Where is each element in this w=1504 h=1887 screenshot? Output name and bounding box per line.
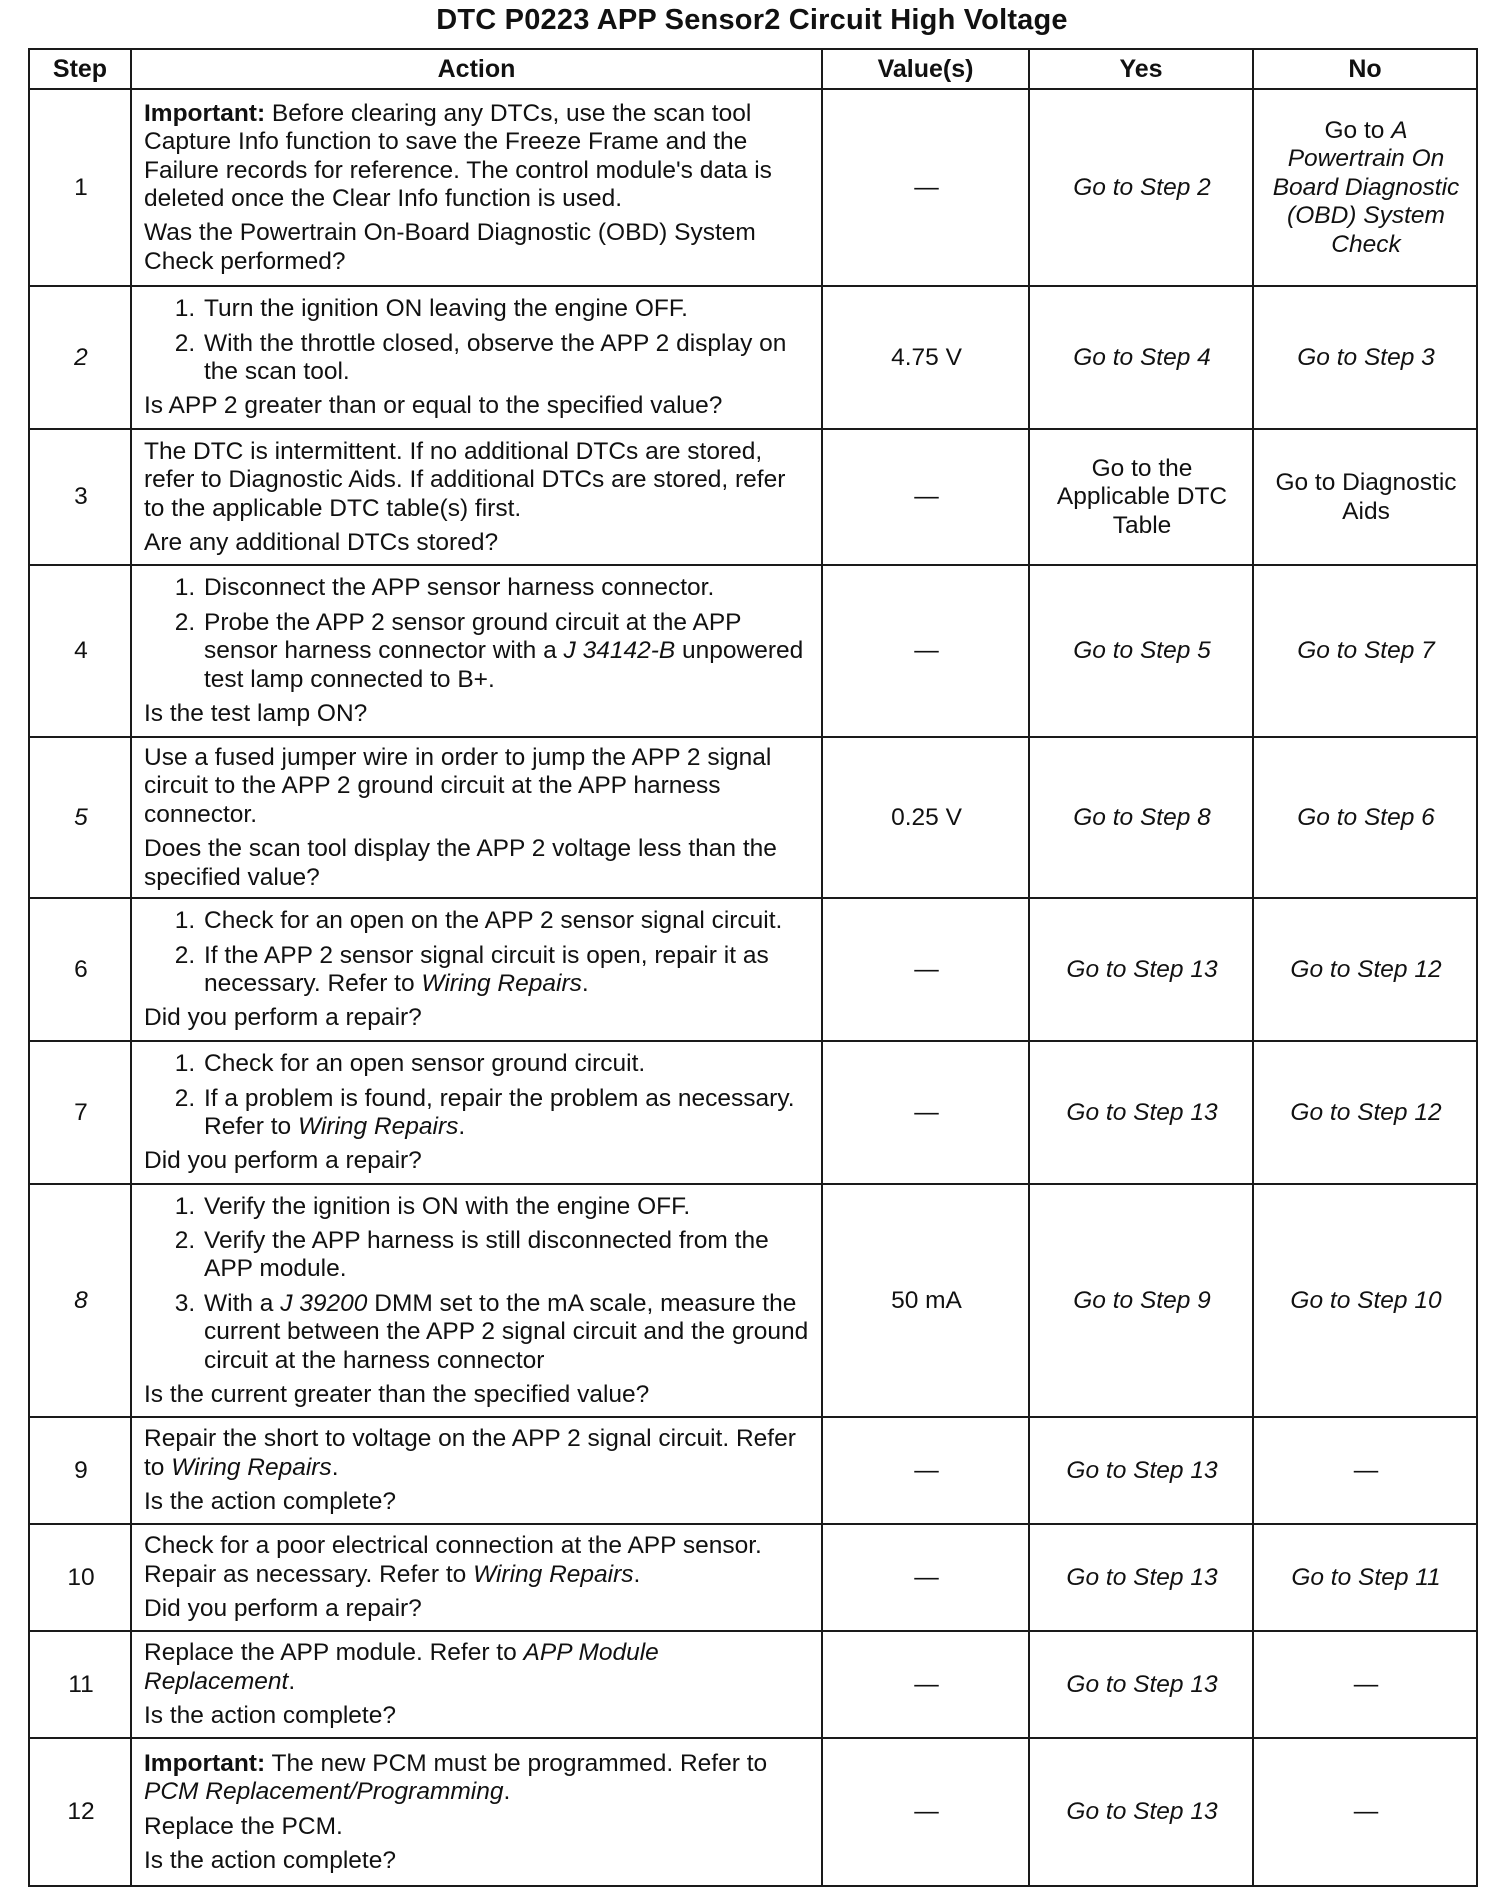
action-step-text: DMM set to the mA scale, measure the current between the APP 2 signal circuit and the ground circuit at the harness connector	[204, 1289, 809, 1374]
yes-link[interactable]: Go to Step 9	[1073, 1286, 1211, 1314]
action-step: 1. Turn the ignition ON leaving the engine OFF.	[202, 295, 811, 323]
action-step: 2. With the throttle closed, observe the APP 2 display on the scan tool.	[202, 330, 811, 387]
no-cell[interactable]	[1253, 286, 1477, 429]
table-row	[29, 89, 1477, 286]
tool-reference: J 39200	[280, 1289, 368, 1317]
reference-link[interactable]: Wiring Repairs	[473, 1560, 634, 1588]
value-cell: —	[822, 1041, 1029, 1184]
action-text	[144, 1425, 811, 1482]
page-title: DTC P0223 APP Sensor2 Circuit High Voltage	[436, 4, 1068, 36]
diagnostic-table	[28, 48, 1478, 1887]
table-row	[29, 1041, 1477, 1184]
reference-link[interactable]: Wiring Repairs	[297, 1113, 459, 1141]
action-steps	[144, 574, 811, 694]
action-step: 1. Check for an open sensor ground circuit.	[202, 1050, 811, 1078]
action-cell	[131, 565, 822, 737]
action-step: 1. Verify the ignition is ON with the engine OFF.	[202, 1193, 811, 1221]
step-number: 10	[29, 1524, 131, 1631]
action-step	[202, 942, 811, 999]
yes-cell[interactable]	[1029, 1738, 1253, 1886]
action-step-text: With a	[204, 1289, 281, 1317]
no-cell[interactable]	[1253, 565, 1477, 737]
no-cell: —	[1253, 1738, 1477, 1886]
action-step-text: Probe the APP 2 sensor ground circuit at the APP sensor harness connector with a	[204, 608, 742, 665]
action-step	[202, 1290, 811, 1375]
value-cell: —	[822, 1631, 1029, 1738]
step-number: 5	[29, 737, 131, 898]
reference-link[interactable]: APP Module Replacement	[144, 1639, 659, 1695]
value-cell: —	[822, 429, 1029, 565]
action-step-text: If a problem is found, repair the problem as necessary. Refer to	[204, 1084, 795, 1141]
action-steps	[144, 907, 811, 998]
table-row	[29, 1524, 1477, 1631]
value-cell: 4.75 V	[822, 286, 1029, 429]
action-cell	[131, 1738, 822, 1886]
no-link[interactable]: Go to Step 11	[1291, 1563, 1441, 1591]
action-question: Is the action complete?	[144, 1846, 396, 1874]
reference-link[interactable]: Wiring Repairs	[171, 1453, 332, 1481]
yes-cell[interactable]	[1029, 898, 1253, 1041]
yes-link[interactable]: Go to Step 8	[1073, 803, 1211, 831]
action-text	[144, 1532, 811, 1589]
action-question: Is the test lamp ON?	[144, 700, 368, 728]
column-header-step: Step	[29, 49, 131, 89]
important-text: The new PCM must be programmed. Refer to	[265, 1749, 768, 1777]
table-row	[29, 1184, 1477, 1417]
yes-link[interactable]: Go to the Applicable DTC Table	[1056, 454, 1228, 539]
header-row	[29, 49, 1477, 89]
table-row	[29, 429, 1477, 565]
action-question: Is APP 2 greater than or equal to the specified value?	[144, 392, 723, 420]
action-question: Did you perform a repair?	[144, 1595, 422, 1623]
step-number: 2	[29, 286, 131, 429]
value-cell: —	[822, 1417, 1029, 1524]
yes-link[interactable]: Go to Step 2	[1073, 173, 1211, 201]
no-link[interactable]: Go to Step 10	[1290, 1286, 1442, 1314]
value-cell: —	[822, 1738, 1029, 1886]
action-cell	[131, 1041, 822, 1184]
yes-link[interactable]: Go to Step 5	[1073, 637, 1211, 665]
value-cell: —	[822, 1524, 1029, 1631]
important-text: .	[503, 1778, 511, 1806]
action-text-part: Repair the short to voltage on the APP 2 signal circuit. Refer to	[144, 1425, 796, 1481]
no-cell[interactable]	[1253, 429, 1477, 565]
no-link[interactable]: Go to Step 12	[1290, 1098, 1442, 1126]
yes-cell[interactable]	[1029, 1631, 1253, 1738]
action-text: Replace the PCM.	[144, 1812, 343, 1840]
yes-cell[interactable]	[1029, 1041, 1253, 1184]
no-prefix: Go to	[1324, 116, 1392, 144]
action-question: Did you perform a repair?	[144, 1004, 422, 1032]
no-link[interactable]: Go to Step 12	[1290, 955, 1442, 983]
yes-cell[interactable]	[1029, 1184, 1253, 1417]
no-link[interactable]: Go to Step 7	[1297, 637, 1435, 665]
action-cell	[131, 1631, 822, 1738]
yes-link[interactable]: Go to Step 13	[1066, 1456, 1218, 1484]
action-cell	[131, 89, 822, 286]
yes-cell[interactable]	[1029, 737, 1253, 898]
tool-reference: J 34142-B	[563, 637, 676, 665]
action-question: Did you perform a repair?	[144, 1147, 422, 1175]
table-row	[29, 898, 1477, 1041]
action-text	[144, 1639, 811, 1696]
action-step: 1. Disconnect the APP sensor harness connector.	[202, 574, 811, 602]
yes-link[interactable]: Go to Step 13	[1066, 1670, 1218, 1698]
action-step: 1. Check for an open on the APP 2 sensor signal circuit.	[202, 907, 811, 935]
step-number: 12	[29, 1738, 131, 1886]
table-row	[29, 286, 1477, 429]
column-header-action: Action	[131, 49, 822, 89]
action-question: Is the current greater than the specified value?	[144, 1381, 650, 1409]
action-step	[202, 1085, 811, 1142]
table-row	[29, 565, 1477, 737]
yes-link[interactable]: Go to Step 13	[1066, 1563, 1218, 1591]
action-step	[202, 609, 811, 694]
action-cell	[131, 898, 822, 1041]
action-text-part: .	[331, 1453, 339, 1481]
yes-cell[interactable]	[1029, 429, 1253, 565]
value-cell: —	[822, 898, 1029, 1041]
yes-cell[interactable]	[1029, 286, 1253, 429]
table-row	[29, 1631, 1477, 1738]
no-cell[interactable]	[1253, 1524, 1477, 1631]
action-question: Is the action complete?	[144, 1488, 396, 1516]
yes-link[interactable]: Go to Step 13	[1066, 1098, 1218, 1126]
action-steps	[144, 1050, 811, 1141]
yes-cell[interactable]	[1029, 1417, 1253, 1524]
step-number: 8	[29, 1184, 131, 1417]
no-link[interactable]: Go to Diagnostic Aids	[1275, 469, 1457, 525]
action-cell	[131, 1184, 822, 1417]
reference-link[interactable]: Wiring Repairs	[421, 970, 582, 998]
step-number: 3	[29, 429, 131, 565]
step-number: 7	[29, 1041, 131, 1184]
action-text-part: .	[633, 1560, 641, 1588]
action-step-text: unpowered test lamp connected to B+.	[204, 637, 804, 693]
table-row	[29, 1738, 1477, 1886]
action-question: Was the Powertrain On-Board Diagnostic (OBD) System Check performed?	[144, 219, 756, 275]
step-number: 9	[29, 1417, 131, 1524]
no-cell: —	[1253, 1417, 1477, 1524]
step-number: 1	[29, 89, 131, 286]
no-link[interactable]: Go to Step 3	[1297, 343, 1435, 371]
no-link[interactable]: A Powertrain On Board Diagnostic (OBD) System Check	[1272, 116, 1460, 258]
no-link[interactable]: Go to Step 6	[1297, 803, 1435, 831]
action-text-part: Check for a poor electrical connection at the APP sensor. Repair as necessary. Refer to	[144, 1532, 762, 1588]
column-header-yes: Yes	[1029, 49, 1253, 89]
value-cell: 50 mA	[822, 1184, 1029, 1417]
action-steps	[144, 1193, 811, 1375]
yes-link[interactable]: Go to Step 13	[1066, 1798, 1218, 1826]
action-step-text: If the APP 2 sensor signal circuit is open, repair it as necessary. Refer to	[204, 941, 769, 998]
yes-link[interactable]: Go to Step 13	[1066, 955, 1218, 983]
no-cell[interactable]	[1253, 1184, 1477, 1417]
important-note	[144, 1750, 811, 1807]
action-cell	[131, 1524, 822, 1631]
action-question: Does the scan tool display the APP 2 voltage less than the specified value?	[144, 835, 777, 891]
no-cell[interactable]	[1253, 89, 1477, 286]
yes-cell[interactable]	[1029, 89, 1253, 286]
action-question: Is the action complete?	[144, 1702, 396, 1730]
action-text-part: Replace the APP module. Refer to	[144, 1639, 524, 1667]
value-cell: —	[822, 89, 1029, 286]
step-number: 4	[29, 565, 131, 737]
column-header-no: No	[1253, 49, 1477, 89]
yes-cell[interactable]	[1029, 565, 1253, 737]
important-label: Important:	[144, 1749, 266, 1777]
value-cell: 0.25 V	[822, 737, 1029, 898]
no-cell[interactable]	[1253, 737, 1477, 898]
action-steps	[144, 295, 811, 386]
no-cell[interactable]	[1253, 898, 1477, 1041]
action-text: Use a fused jumper wire in order to jump the APP 2 signal circuit to the APP 2 ground circuit at the APP harness connector.	[144, 744, 772, 828]
action-cell	[131, 737, 822, 898]
important-label: Important:	[144, 99, 266, 127]
action-cell	[131, 429, 822, 565]
action-question: Are any additional DTCs stored?	[144, 528, 499, 556]
action-step-text: .	[458, 1113, 466, 1141]
table-row	[29, 737, 1477, 898]
no-cell[interactable]	[1253, 1041, 1477, 1184]
step-number: 11	[29, 1631, 131, 1738]
step-number: 6	[29, 898, 131, 1041]
column-header-values: Value(s)	[822, 49, 1029, 89]
action-step-text: .	[581, 970, 589, 998]
action-step: 2. Verify the APP harness is still disconnected from the APP module.	[202, 1227, 811, 1284]
important-text: Before clearing any DTCs, use the scan tool Capture Info function to save the Freeze Frame and the Failure records for reference. The control module's data is deleted once the Clear Info function is used.	[144, 99, 772, 212]
value-cell: —	[822, 565, 1029, 737]
important-note	[144, 100, 811, 214]
no-cell: —	[1253, 1631, 1477, 1738]
action-cell	[131, 286, 822, 429]
action-cell	[131, 1417, 822, 1524]
action-text-part: .	[288, 1667, 296, 1695]
yes-cell[interactable]	[1029, 1524, 1253, 1631]
table-row	[29, 1417, 1477, 1524]
action-text: The DTC is intermittent. If no additional DTCs are stored, refer to Diagnostic Aids. If additional DTCs are stored, refer to the applicable DTC table(s) first.	[144, 437, 786, 522]
reference-link[interactable]: PCM Replacement/Programming	[144, 1778, 504, 1806]
yes-link[interactable]: Go to Step 4	[1073, 343, 1211, 371]
